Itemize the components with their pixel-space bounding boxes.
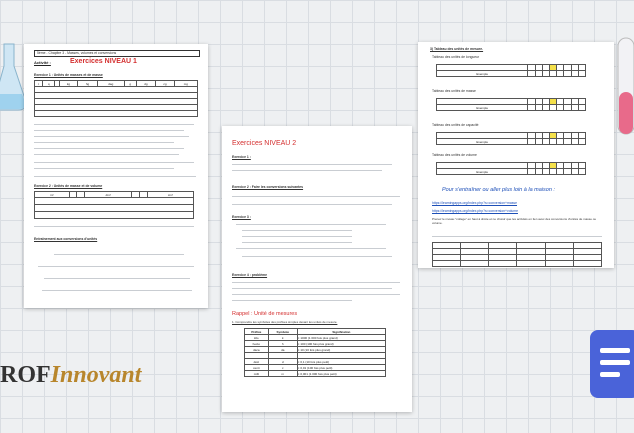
volume-unit-header: cm³ [147, 192, 193, 198]
prefix-table-header: Signification [297, 329, 385, 335]
prefix-table-cell: hecto [245, 341, 269, 347]
mass-unit-header: hg [78, 81, 97, 87]
unit-table [436, 162, 586, 175]
prefix-table-cell: da [268, 347, 297, 353]
mass-unit-header: dg [136, 81, 155, 87]
prefix-table-cell: d [268, 359, 297, 365]
unit-table [436, 64, 586, 77]
table-row [245, 371, 386, 377]
activity-label: Activité : [34, 60, 51, 65]
exercise-grid [432, 242, 602, 267]
mass-unit-header: mg [174, 81, 197, 87]
level-note: Prenez le niveau "college" en haut à droite et ne choisir que les activités en lien avec des conversions d'unités de masse ou volume. [432, 217, 597, 225]
prefix-table-cell: m [268, 371, 297, 377]
mass-unit-header: dag [97, 81, 124, 87]
example-label: Exemple [437, 139, 528, 145]
unit-table-bullet: Tableau des unités de masse [432, 89, 476, 93]
example-label: Exemple [437, 71, 528, 77]
volume-unit-header: dm³ [84, 192, 131, 198]
unit-table-bullet: Tableau des unités de volume [432, 153, 477, 157]
example-label: Exemple [437, 105, 528, 111]
unit-table-bullet: Tableau des unités de longueur [432, 55, 480, 59]
prefix-table-cell: k [268, 335, 297, 341]
mass-unit-header: kg [59, 81, 78, 87]
link-masse[interactable]: https://learningapps.org/index.php?s=conversion+masse [432, 201, 518, 205]
page1-title: Exercices NIVEAU 1 [70, 58, 137, 65]
prefix-table-cell: × 10 (10 fois plus grand) [297, 347, 385, 353]
worksheet-page-3 [418, 42, 614, 268]
unit-table [436, 132, 586, 145]
prefix-table-cell: h [268, 341, 297, 347]
mass-unit-header: cg [156, 81, 175, 87]
prefix-table-cell: × 0,1 (10 fois plus petit) [297, 359, 385, 365]
page2-title: Exercices NIVEAU 2 [232, 140, 297, 147]
profinnovant-logo [0, 362, 141, 389]
conv-title: Entraînement aux conversions d'unités [34, 237, 98, 241]
volume-units-table [34, 191, 194, 219]
link-volume[interactable]: https://learningapps.org/index.php?s=conversion+volume [432, 209, 518, 213]
page3-header: 3) Tableau des unités de mesure. [430, 47, 484, 51]
prefix-table-cell: × 1000 (1 000 fois plus grand) [297, 335, 385, 341]
rappel-sub: 1. Comprendre les symboles des préfixes simples devant les unités de mesure. [232, 320, 338, 324]
prefix-table-cell: kilo [245, 335, 269, 341]
volume-unit-header: m³ [35, 192, 70, 198]
ex2-title: Exercice 2 : Unités de masse et de volume [34, 184, 103, 188]
example-label: Exemple [437, 169, 528, 175]
prefix-table-cell: × 0,01 (100 fois plus petit) [297, 365, 385, 371]
worksheet-page-2 [222, 126, 412, 412]
mass-unit-header: q [43, 81, 55, 87]
prefix-table-cell: centi [245, 365, 269, 371]
mass-unit-header: t [35, 81, 43, 87]
prefix-table-cell: × 0,001 (1 000 fois plus petit) [297, 371, 385, 377]
p2-ex1-title: Exercice 1 : [232, 155, 251, 159]
prefix-table [244, 328, 386, 377]
prefix-table-cell: c [268, 365, 297, 371]
document-icon [584, 322, 634, 402]
prefix-table-cell: déci [245, 359, 269, 365]
logo-part-2: Innovant [50, 362, 142, 388]
p2-ex2-title: Exercice 2 : Faire les conversions suivantes [232, 185, 304, 189]
unit-table-bullet: Tableau des unités de capacité [432, 123, 479, 127]
page1-header: 5ème - Chapitre 3 - Masses, volumes et conversions [34, 50, 200, 57]
prefix-table-header: Préfixe [245, 329, 269, 335]
logo-part-1: ROF [0, 362, 51, 388]
prefix-table-cell: déca [245, 347, 269, 353]
worksheet-page-1 [24, 44, 208, 308]
p2-ex4-title: Exercice 4 : problème [232, 273, 268, 277]
prefix-table-cell: milli [245, 371, 269, 377]
prefix-table-cell: × 100 (100 fois plus grand) [297, 341, 385, 347]
prefix-table-header: Symbole [268, 329, 297, 335]
ex1-title: Exercice 1 : Unités de masses et de masse [34, 73, 103, 77]
promo-text: Pour s'entraîner ou aller plus loin à la maison : [442, 187, 555, 193]
mass-units-table [34, 80, 198, 117]
mass-unit-header: g [124, 81, 136, 87]
p2-ex3-title: Exercice 3 : [232, 215, 251, 219]
unit-table [436, 98, 586, 111]
test-tube-illustration [612, 36, 634, 140]
rappel-title: Rappel : Unité de mesures [232, 311, 298, 317]
